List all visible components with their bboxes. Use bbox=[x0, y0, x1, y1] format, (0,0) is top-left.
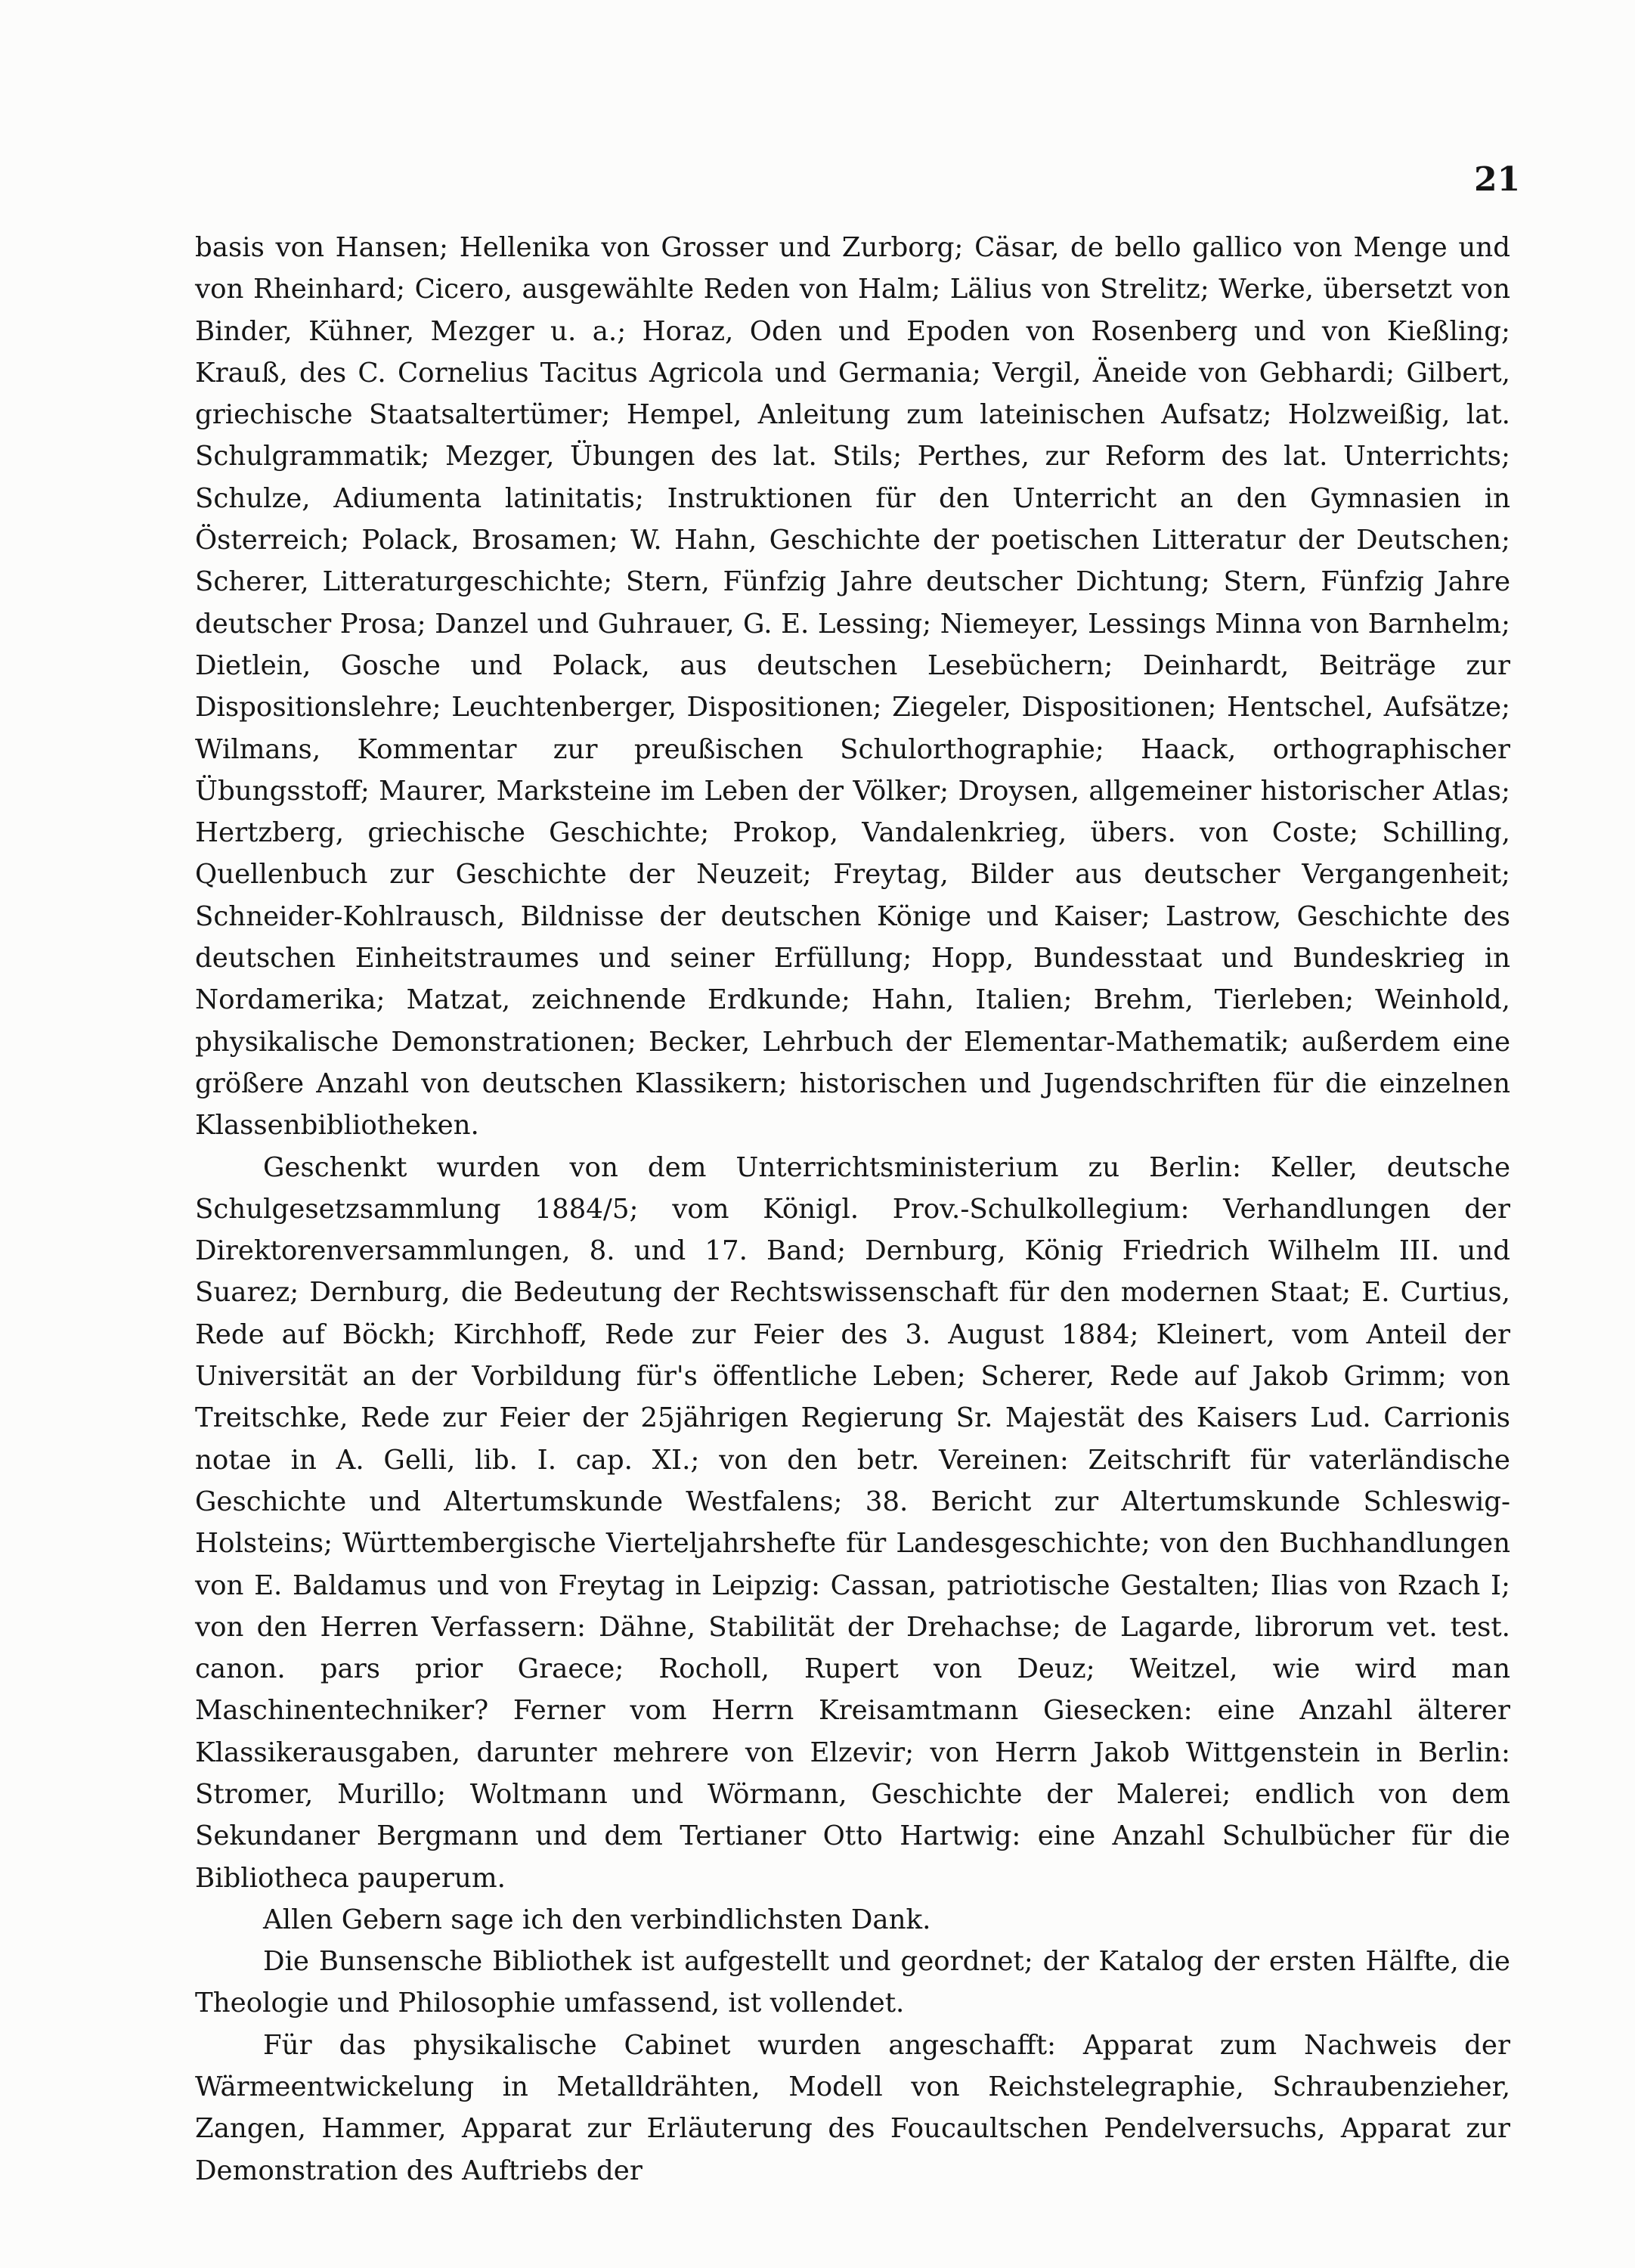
paragraph-physics-cabinet: Für das physikalische Cabinet wurden angeschafft: Apparat zum Nachweis der Wärmeentwickelung in Metalldrähten, Modell von Reichstelegraphie, Schraubenzieher, Zangen, Hammer, Apparat zur Erläuterung des Foucaultschen Pendelversuchs, Apparat zur Demonstration des Auftriebs der bbox=[195, 2029, 1510, 2186]
paragraph-library-acquisitions: basis von Hansen; Hellenika von Grosser und Zurborg; Cäsar, de bello gallico von Menge und von Rheinhard; Cicero, ausgewählte Reden von Halm; Lälius von Strelitz; Werke, übersetzt von Binder, Kühner, Mezger u. a.; Horaz, Oden und Epoden von Rosenberg und von Kießling; Krauß, des C. Cornelius Tacitus Agricola und Germania; Vergil, Äneide von Gebhardi; Gilbert, griechische Staatsaltertümer; Hempel, Anleitung zum lateinischen Aufsatz; Holzweißig, lat. Schulgrammatik; Mezger, Übungen des lat. Stils; Perthes, zur Reform des lat. Unterrichts; Schulze, Adiumenta latinitatis; Instruktionen für den Unterricht an den Gymnasien in Österreich; Polack, Brosamen; W. Hahn, Geschichte der poetischen Litteratur der Deutschen; Scherer, Litteraturgeschichte; Stern, Fünfzig Jahre deutscher Dichtung; Stern, Fünfzig Jahre deutscher Prosa; Danzel und Guhrauer, G. E. Lessing; Niemeyer, Lessings Minna von Barnhelm; Dietlein, Gosche und Polack, aus deutschen Lesebüchern; Deinhardt, Beiträge zur Dispositionslehre; Leuchtenberger, Dispositionen; Ziegeler, Dispositionen; Hentschel, Aufsätze; Wilmans, Kommentar zur preußischen Schulorthographie; Haack, orthographischer Übungsstoff; Maurer, Marksteine im Leben der Völker; Droysen, allgemeiner historischer Atlas; Hertzberg, griechische Geschichte; Prokop, Vandalenkrieg, übers. von Coste; Schilling, Quellenbuch zur Geschichte der Neuzeit; Freytag, Bilder aus deutscher Vergangenheit; Schneider-Kohlrausch, Bildnisse der deutschen Könige und Kaiser; Lastrow, Geschichte des deutschen Einheitstraumes und seiner Erfüllung; Hopp, Bundesstaat und Bundeskrieg in Nordamerika; Matzat, zeichnende Erdkunde; Hahn, Italien; Brehm, Tierleben; Weinhold, physikalische Demonstrationen; Becker, Lehrbuch der Elementar-Mathematik; außerdem eine größere Anzahl von deutschen Klassikern; historischen und Jugendschriften für die einzelnen Klassenbibliotheken. bbox=[195, 232, 1510, 1142]
body-text bbox=[195, 227, 1510, 2192]
paragraph-donations: Geschenkt wurden von dem Unterrichtsministerium zu Berlin: Keller, deutsche Schulgesetzsammlung 1884/5; vom Königl. Prov.-Schulkollegium: Verhandlungen der Direktorenversammlungen, 8. und 17. Band; Dernburg, König Friedrich Wilhelm III. und Suarez; Dernburg, die Bedeutung der Rechtswissenschaft für den modernen Staat; E. Curtius, Rede auf Böckh; Kirchhoff, Rede zur Feier des 3. August 1884; Kleinert, vom Anteil der Universität an der Vorbildung für's öffentliche Leben; Scherer, Rede auf Jakob Grimm; von Treitschke, Rede zur Feier der 25jährigen Regierung Sr. Majestät des Kaisers Lud. Carrionis notae in A. Gelli, lib. I. cap. XI.; von den betr. Vereinen: Zeitschrift für vaterländische Geschichte und Altertumskunde Westfalens; 38. Bericht zur Altertumskunde Schleswig-Holsteins; Württembergische Vierteljahrshefte für Landesgeschichte; von den Buchhandlungen von E. Baldamus und von Freytag in Leipzig: Cassan, patriotische Gestalten; Ilias von Rzach I; von den Herren Verfassern: Dähne, Stabilität der Drehachse; de Lagarde, librorum vet. test. canon. pars prior Graece; Rocholl, Rupert von Deuz; Weitzel, wie wird man Maschinentechniker? Ferner vom Herrn Kreisamtmann Giesecken: eine Anzahl älterer Klassikerausgaben, darunter mehrere von Elzevir; von Herrn Jakob Wittgenstein in Berlin: Stromer, Murillo; Woltmann und Wörmann, Geschichte der Malerei; endlich von dem Sekundaner Bergmann und dem Tertianer Otto Hartwig: eine Anzahl Schulbücher für die Bibliotheca pauperum. bbox=[195, 1151, 1510, 1894]
page-number: 21 bbox=[1474, 160, 1521, 199]
paragraph-thanks: Allen Gebern sage ich den verbindlichsten Dank. bbox=[263, 1904, 931, 1935]
paragraph-bunsen-library: Die Bunsensche Bibliothek ist aufgestellt und geordnet; der Katalog der ersten Hälfte, die Theologie und Philosophie umfassend, ist vollendet. bbox=[195, 1946, 1510, 2019]
